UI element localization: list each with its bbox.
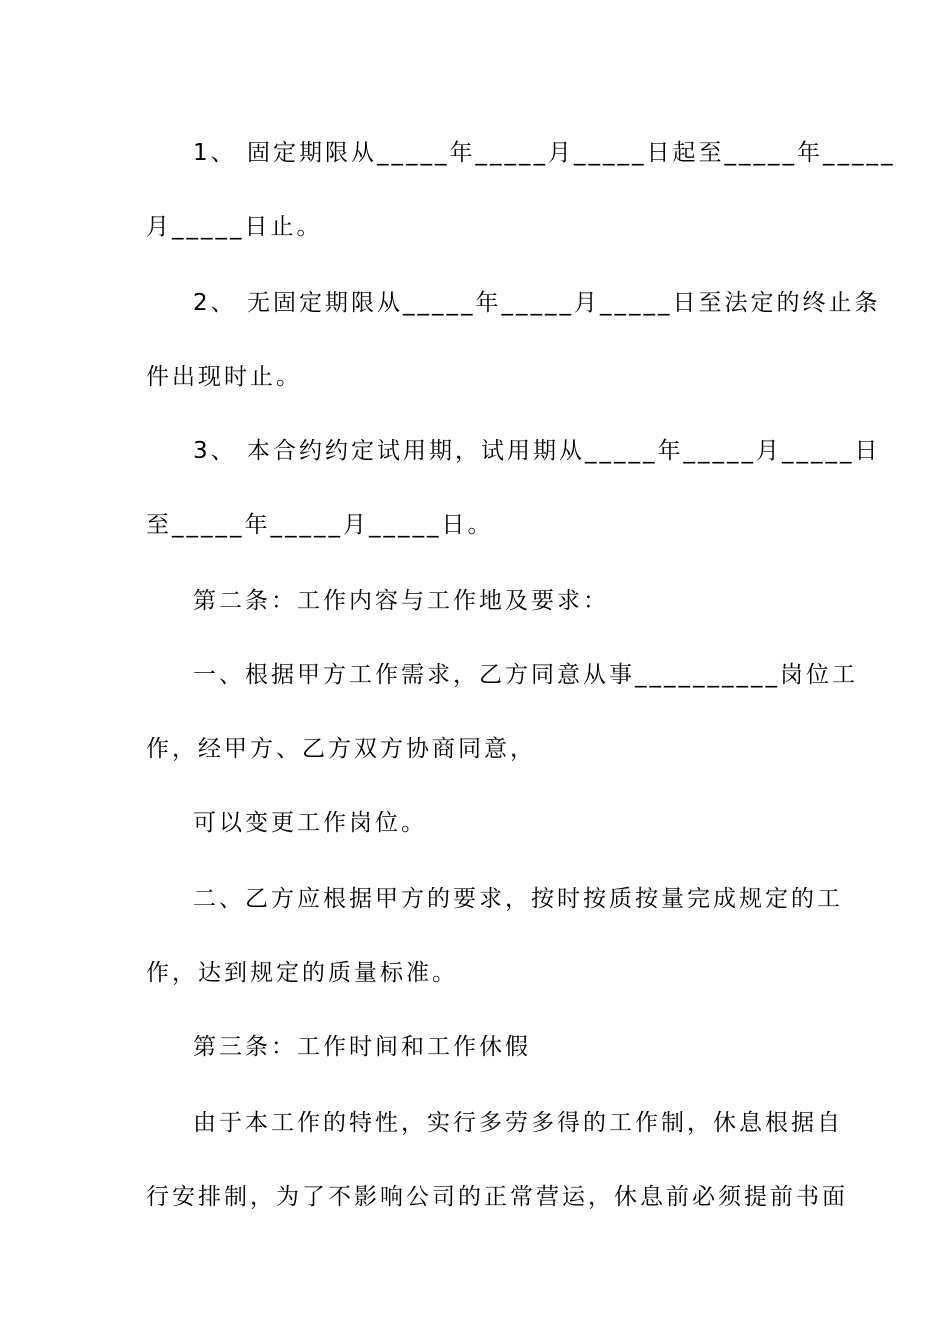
article-3-heading: 第三条：工作时间和工作休假 xyxy=(193,1034,531,1060)
article-2-item-2-line-2: 作，达到规定的质量标准。 xyxy=(146,960,458,986)
article-3-paragraph-line-1: 由于本工作的特性，实行多劳多得的工作制，休息根据自 xyxy=(193,1110,843,1136)
article-2-item-1-line-3: 可以变更工作岗位。 xyxy=(193,810,427,836)
article-2-item-1-line-1: 一、根据甲方工作需求，乙方同意从事__________岗位工 xyxy=(193,662,858,688)
clause-probation-line-2: 至_____年_____月_____日。 xyxy=(146,512,494,538)
clause-probation-line-1: 3、 本合约约定试用期，试用期从_____年_____月_____日 xyxy=(193,438,881,464)
clause-fixed-term-line-1: 1、 固定期限从_____年_____月_____日起至_____年_____ xyxy=(193,140,896,166)
article-2-item-1-line-2: 作，经甲方、乙方双方协商同意， xyxy=(146,736,536,762)
clause-open-term-line-2: 件出现时止。 xyxy=(146,364,302,390)
article-2-heading: 第二条：工作内容与工作地及要求： xyxy=(193,588,609,614)
clause-fixed-term-line-2: 月_____日止。 xyxy=(146,214,323,240)
clause-open-term-line-1: 2、 无固定期限从_____年_____月_____日至法定的终止条 xyxy=(193,290,881,316)
article-2-item-2-line-1: 二、乙方应根据甲方的要求，按时按质按量完成规定的工 xyxy=(193,886,843,912)
article-3-paragraph-line-2: 行安排制，为了不影响公司的正常营运，休息前必须提前书面 xyxy=(146,1184,848,1210)
